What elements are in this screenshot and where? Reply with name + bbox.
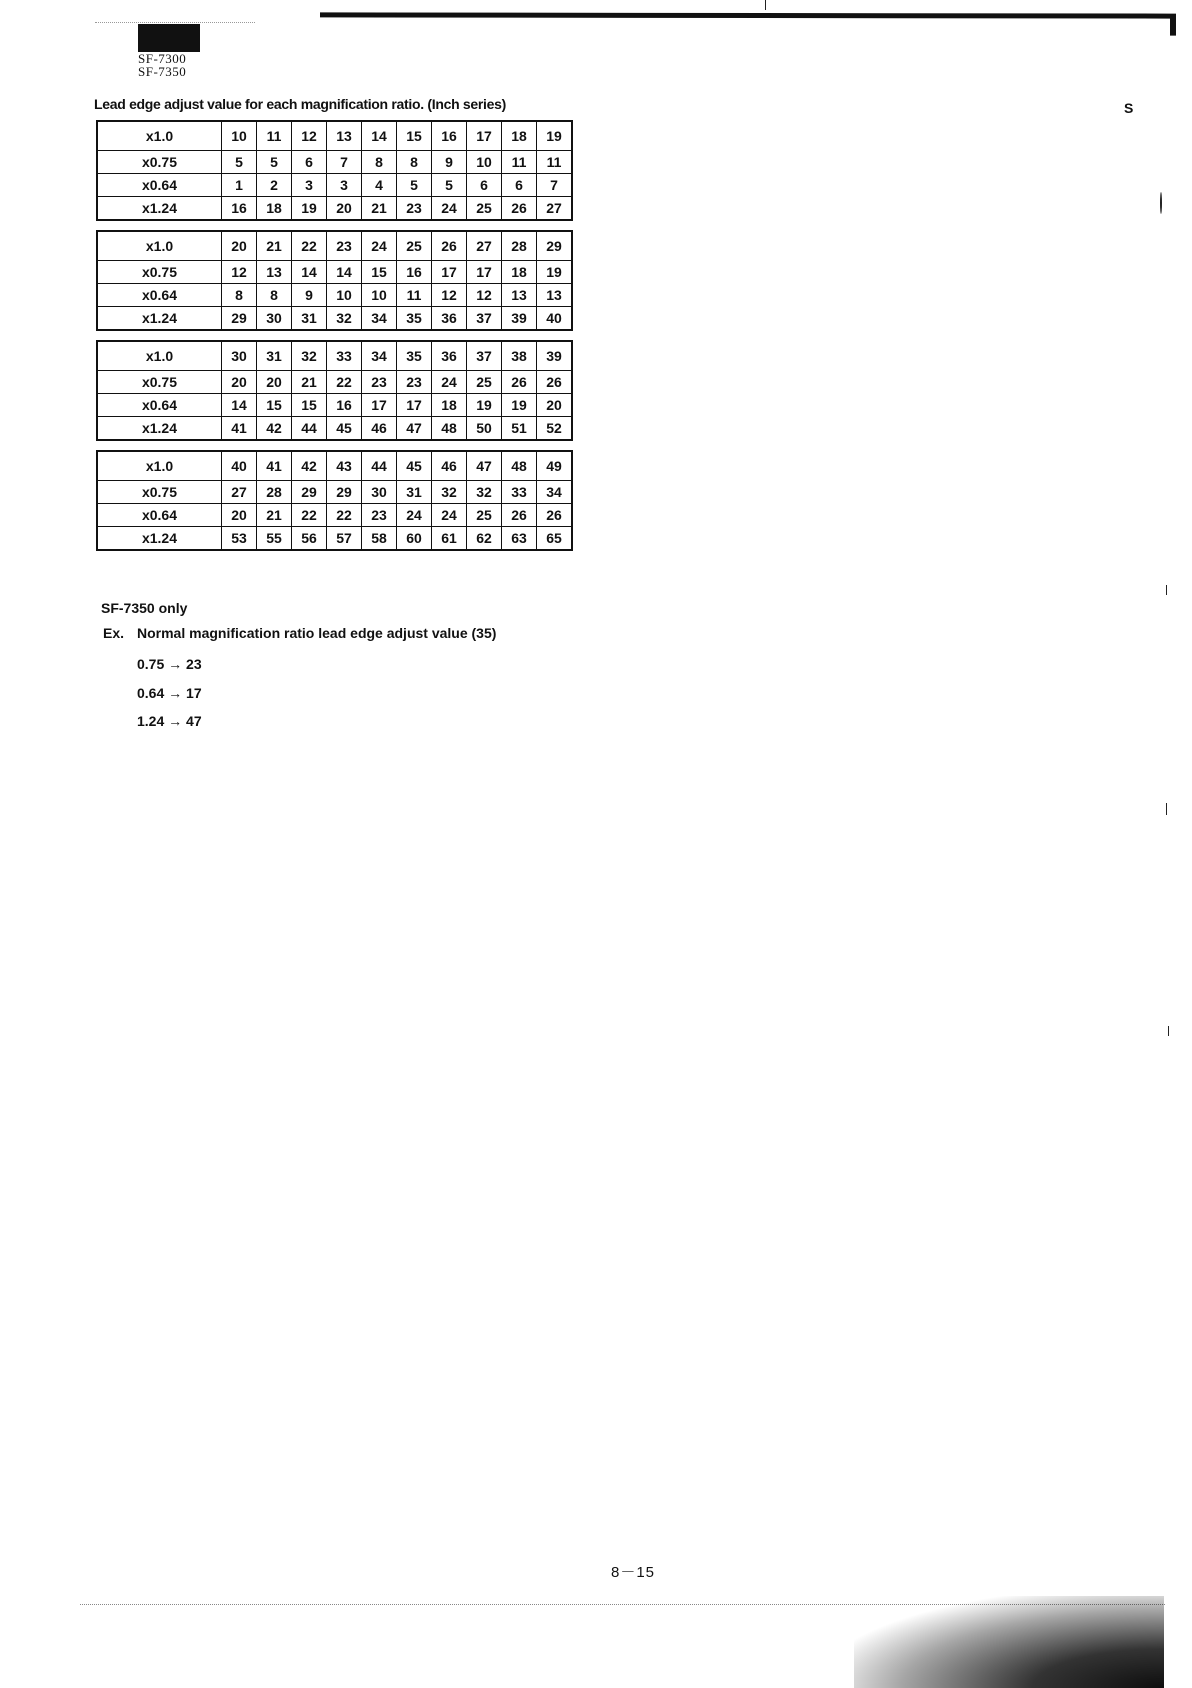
ratio-label: x1.0 [97, 121, 222, 151]
ratio-table [96, 230, 573, 331]
ratio-table [96, 340, 573, 441]
table-cell: 57 [327, 527, 362, 551]
table-cell: 15 [397, 121, 432, 151]
ratio-label: x1.24 [97, 307, 222, 331]
table-cell: 16 [327, 394, 362, 417]
table-cell: 41 [257, 451, 292, 481]
table-cell: 29 [537, 231, 573, 261]
table-cell: 23 [397, 371, 432, 394]
table-cell: 13 [257, 261, 292, 284]
example-line: 0.64 → 17 [137, 684, 202, 701]
table-cell: 26 [502, 504, 537, 527]
table-cell: 24 [397, 504, 432, 527]
black-tab-marker [138, 24, 200, 52]
table-cell: 29 [292, 481, 327, 504]
table-cell: 32 [327, 307, 362, 331]
table-cell: 19 [537, 261, 573, 284]
example-heading [103, 625, 496, 641]
table-cell: 26 [537, 504, 573, 527]
table-cell: 41 [222, 417, 257, 441]
table-cell: 9 [432, 151, 467, 174]
table-cell: 13 [537, 284, 573, 307]
table-cell: 12 [467, 284, 502, 307]
lead-edge-tables [96, 120, 573, 560]
table-cell: 22 [327, 371, 362, 394]
example-line: 1.24 → 47 [137, 713, 202, 729]
table-cell: 13 [502, 284, 537, 307]
table-cell: 31 [292, 307, 327, 331]
table-cell: 6 [502, 174, 537, 197]
table-cell: 18 [502, 121, 537, 151]
table-cell: 47 [397, 417, 432, 441]
table-cell: 20 [222, 371, 257, 394]
margin-mark [765, 0, 766, 10]
table-cell: 35 [397, 341, 432, 371]
table-cell: 17 [432, 261, 467, 284]
table-row [97, 121, 572, 151]
table-cell: 52 [537, 417, 573, 441]
table-cell: 42 [292, 451, 327, 481]
table-cell: 48 [502, 451, 537, 481]
table-cell: 19 [467, 394, 502, 417]
table-cell: 26 [537, 371, 573, 394]
ratio-label: x0.75 [97, 371, 222, 394]
example-text: Normal magnification ratio lead edge adjust value (35) [137, 625, 497, 641]
table-cell: 20 [257, 371, 292, 394]
margin-mark [1160, 192, 1162, 214]
table-cell: 8 [397, 151, 432, 174]
table-cell: 12 [432, 284, 467, 307]
table-cell: 25 [397, 231, 432, 261]
table-cell: 26 [502, 371, 537, 394]
ratio-label: x0.75 [97, 261, 222, 284]
table-cell: 20 [327, 197, 362, 221]
table-cell: 17 [362, 394, 397, 417]
table-cell: 18 [502, 261, 537, 284]
table-cell: 10 [327, 284, 362, 307]
table-cell: 22 [292, 231, 327, 261]
table-cell: 9 [292, 284, 327, 307]
table-cell: 56 [292, 527, 327, 551]
table-cell: 7 [537, 174, 573, 197]
table-cell: 11 [537, 151, 573, 174]
table-cell: 14 [327, 261, 362, 284]
table-cell: 44 [362, 451, 397, 481]
table-cell: 45 [327, 417, 362, 441]
table-cell: 20 [537, 394, 573, 417]
table-cell: 14 [222, 394, 257, 417]
table-row [97, 261, 572, 284]
table-cell: 34 [537, 481, 573, 504]
table-cell: 26 [502, 197, 537, 221]
table-cell: 65 [537, 527, 573, 551]
top-rule [320, 12, 1170, 18]
table-row [97, 174, 572, 197]
table-cell: 6 [467, 174, 502, 197]
table-cell: 14 [292, 261, 327, 284]
table-cell: 23 [362, 504, 397, 527]
table-cell: 45 [397, 451, 432, 481]
table-cell: 5 [432, 174, 467, 197]
table-cell: 5 [257, 151, 292, 174]
margin-mark [1168, 1026, 1169, 1036]
table-cell: 39 [537, 341, 573, 371]
model-note: SF-7350 only [101, 600, 188, 616]
table-cell: 28 [257, 481, 292, 504]
table-cell: 21 [292, 371, 327, 394]
table-cell: 33 [502, 481, 537, 504]
ratio-label: x1.0 [97, 451, 222, 481]
table-cell: 21 [362, 197, 397, 221]
table-cell: 3 [292, 174, 327, 197]
table-row [97, 341, 572, 371]
table-cell: 29 [222, 307, 257, 331]
table-cell: 30 [257, 307, 292, 331]
table-row [97, 451, 572, 481]
table-cell: 2 [257, 174, 292, 197]
table-row [97, 394, 572, 417]
table-cell: 21 [257, 504, 292, 527]
ratio-label: x0.64 [97, 284, 222, 307]
table-cell: 14 [362, 121, 397, 151]
table-cell: 10 [362, 284, 397, 307]
table-cell: 50 [467, 417, 502, 441]
table-cell: 24 [362, 231, 397, 261]
table-cell: 30 [362, 481, 397, 504]
table-cell: 23 [397, 197, 432, 221]
table-cell: 8 [222, 284, 257, 307]
table-cell: 17 [397, 394, 432, 417]
table-cell: 35 [397, 307, 432, 331]
table-cell: 39 [502, 307, 537, 331]
table-cell: 33 [327, 341, 362, 371]
table-cell: 37 [467, 307, 502, 331]
table-cell: 23 [362, 371, 397, 394]
table-cell: 34 [362, 341, 397, 371]
table-cell: 23 [327, 231, 362, 261]
table-cell: 30 [222, 341, 257, 371]
model-name-1: SF-7300 [138, 51, 187, 66]
table-cell: 15 [362, 261, 397, 284]
table-cell: 25 [467, 197, 502, 221]
margin-mark [1166, 803, 1167, 815]
table-cell: 21 [257, 231, 292, 261]
table-cell: 47 [467, 451, 502, 481]
table-cell: 12 [222, 261, 257, 284]
table-cell: 51 [502, 417, 537, 441]
table-cell: 17 [467, 121, 502, 151]
table-cell: 22 [292, 504, 327, 527]
table-cell: 43 [327, 451, 362, 481]
example-values [137, 656, 202, 742]
table-cell: 20 [222, 231, 257, 261]
ratio-label: x0.64 [97, 174, 222, 197]
ratio-label: x1.24 [97, 527, 222, 551]
table-cell: 53 [222, 527, 257, 551]
ratio-table [96, 120, 573, 221]
table-cell: 11 [397, 284, 432, 307]
scan-shadow [854, 1596, 1164, 1688]
ratio-label: x1.0 [97, 341, 222, 371]
table-cell: 38 [502, 341, 537, 371]
table-cell: 32 [467, 481, 502, 504]
table-cell: 32 [292, 341, 327, 371]
margin-letter: S [1124, 100, 1134, 116]
table-cell: 24 [432, 197, 467, 221]
table-cell: 19 [537, 121, 573, 151]
table-cell: 63 [502, 527, 537, 551]
ratio-label: x0.75 [97, 151, 222, 174]
table-row [97, 527, 572, 551]
table-cell: 31 [397, 481, 432, 504]
margin-mark [1166, 585, 1167, 595]
table-cell: 49 [537, 451, 573, 481]
table-cell: 16 [222, 197, 257, 221]
table-title: Lead edge adjust value for each magnification ratio. (Inch series) [94, 96, 506, 112]
table-cell: 25 [467, 371, 502, 394]
model-header [138, 24, 200, 78]
table-cell: 15 [292, 394, 327, 417]
table-cell: 19 [502, 394, 537, 417]
table-cell: 62 [467, 527, 502, 551]
table-cell: 4 [362, 174, 397, 197]
table-cell: 36 [432, 341, 467, 371]
table-cell: 16 [432, 121, 467, 151]
table-row [97, 371, 572, 394]
ratio-table [96, 450, 573, 551]
table-cell: 15 [257, 394, 292, 417]
model-name-2: SF-7350 [138, 64, 187, 79]
table-cell: 36 [432, 307, 467, 331]
table-cell: 44 [292, 417, 327, 441]
ratio-label: x1.24 [97, 197, 222, 221]
table-cell: 29 [327, 481, 362, 504]
table-cell: 13 [327, 121, 362, 151]
table-cell: 37 [467, 341, 502, 371]
example-label: Ex. [103, 625, 125, 641]
top-dotted-rule [95, 22, 255, 23]
table-cell: 61 [432, 527, 467, 551]
table-row [97, 307, 572, 331]
table-cell: 31 [257, 341, 292, 371]
example-line: 0.75 → 23 [137, 656, 202, 672]
table-cell: 60 [397, 527, 432, 551]
table-row [97, 481, 572, 504]
table-cell: 8 [257, 284, 292, 307]
table-cell: 20 [222, 504, 257, 527]
table-cell: 7 [327, 151, 362, 174]
table-cell: 16 [397, 261, 432, 284]
table-cell: 19 [292, 197, 327, 221]
table-cell: 40 [222, 451, 257, 481]
table-cell: 42 [257, 417, 292, 441]
table-cell: 55 [257, 527, 292, 551]
table-row [97, 197, 572, 221]
table-cell: 24 [432, 371, 467, 394]
table-cell: 10 [222, 121, 257, 151]
table-cell: 25 [467, 504, 502, 527]
ratio-label: x1.0 [97, 231, 222, 261]
table-cell: 17 [467, 261, 502, 284]
table-row [97, 284, 572, 307]
table-row [97, 504, 572, 527]
table-cell: 8 [362, 151, 397, 174]
table-cell: 12 [292, 121, 327, 151]
table-cell: 18 [257, 197, 292, 221]
table-cell: 3 [327, 174, 362, 197]
ratio-label: x0.64 [97, 394, 222, 417]
table-row [97, 151, 572, 174]
ratio-label: x0.75 [97, 481, 222, 504]
table-cell: 27 [537, 197, 573, 221]
page-number: 8－15 [611, 1564, 656, 1581]
table-cell: 5 [222, 151, 257, 174]
table-cell: 11 [257, 121, 292, 151]
table-cell: 46 [362, 417, 397, 441]
table-cell: 40 [537, 307, 573, 331]
table-cell: 58 [362, 527, 397, 551]
table-cell: 32 [432, 481, 467, 504]
table-row [97, 231, 572, 261]
table-cell: 5 [397, 174, 432, 197]
table-cell: 11 [502, 151, 537, 174]
table-cell: 34 [362, 307, 397, 331]
table-row [97, 417, 572, 441]
table-cell: 46 [432, 451, 467, 481]
table-cell: 24 [432, 504, 467, 527]
ratio-label: x1.24 [97, 417, 222, 441]
table-cell: 6 [292, 151, 327, 174]
table-cell: 26 [432, 231, 467, 261]
table-cell: 28 [502, 231, 537, 261]
table-cell: 27 [467, 231, 502, 261]
table-cell: 18 [432, 394, 467, 417]
table-cell: 1 [222, 174, 257, 197]
ratio-label: x0.64 [97, 504, 222, 527]
table-cell: 48 [432, 417, 467, 441]
table-cell: 27 [222, 481, 257, 504]
table-cell: 22 [327, 504, 362, 527]
table-cell: 10 [467, 151, 502, 174]
